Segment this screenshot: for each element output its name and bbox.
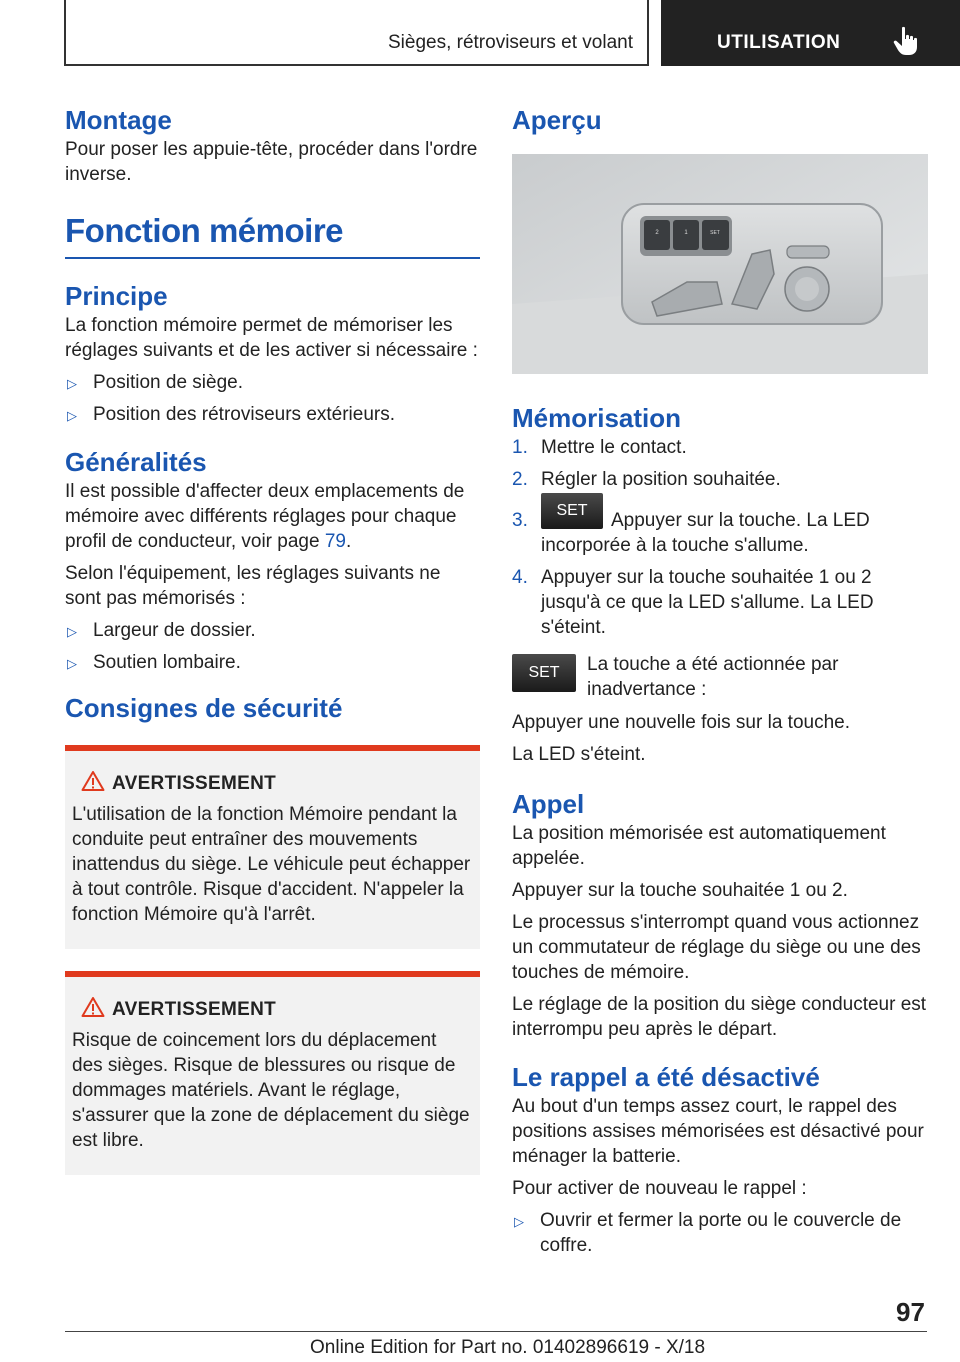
warning-title: AVERTISSEMENT — [72, 771, 472, 796]
list-item: 3. SET Appuyer sur la touche. La LED incorporée à la touche s'allume. — [512, 508, 928, 558]
montage-text: Pour poser les appuie-tête, procéder dans l'ordre inverse. — [65, 139, 478, 185]
seat-memory-buttons-photo — [512, 154, 928, 374]
note-text: La touche a été actionnée par inadvertance : — [587, 654, 839, 700]
triangle-bullet-icon: ▷ — [67, 656, 77, 671]
generalites-heading: Généralités — [65, 447, 207, 477]
memorisation-heading: Mémorisation — [512, 403, 682, 433]
apercu-heading: Aperçu — [512, 105, 602, 135]
appel-heading: Appel — [512, 789, 585, 819]
warning-box — [65, 745, 480, 949]
triangle-bullet-icon: ▷ — [67, 376, 77, 391]
list-item: ▷ Soutien lombaire. — [65, 650, 480, 675]
rappel-paragraph: Pour activer de nouveau le rappel : — [512, 1178, 807, 1199]
header-chapter-box — [661, 0, 960, 66]
appel-paragraph: Le réglage de la position du siège conducteur est interrompu peu après le départ. — [512, 994, 927, 1040]
right-column — [512, 105, 928, 1265]
header-section-title: Sièges, rétroviseurs et volant — [387, 32, 633, 53]
hand-pointer-icon — [893, 26, 919, 56]
rappel-heading: Le rappel a été désactivé — [512, 1062, 820, 1092]
header-section-box — [64, 0, 649, 66]
list-item: ▷ Largeur de dossier. — [65, 618, 480, 643]
principe-text: La fonction mémoire permet de mémoriser les réglages suivants et de les activer si nécessaire : — [65, 315, 478, 361]
triangle-bullet-icon: ▷ — [514, 1214, 524, 1229]
consignes-heading: Consignes de sécurité — [65, 693, 343, 723]
fonction-memoire-heading-block — [65, 211, 480, 259]
fonction-memoire-heading: Fonction mémoire — [65, 212, 344, 249]
warning-box — [65, 971, 480, 1175]
generalites-text: Il est possible d'affecter deux emplacements de mémoire avec différents réglages pour chaque profil de conducteur, voir page 79. — [65, 481, 465, 552]
page-link[interactable]: 79 — [324, 531, 346, 552]
inadvertent-note — [512, 652, 928, 704]
page-number: 97 — [896, 1297, 925, 1327]
memorisation-steps — [512, 435, 928, 640]
equipement-text: Selon l'équipement, les réglages suivants ne sont pas mémorisés : — [65, 563, 441, 609]
rappel-list — [512, 1208, 928, 1258]
list-item: 2. Régler la position souhaitée. — [512, 469, 781, 490]
appel-paragraph: Appuyer sur la touche souhaitée 1 ou 2. — [512, 880, 848, 901]
svg-text:1: 1 — [684, 230, 688, 236]
triangle-bullet-icon: ▷ — [67, 624, 77, 639]
warning-title: AVERTISSEMENT — [72, 997, 472, 1022]
list-item: ▷ Ouvrir et fermer la porte ou le couvercle de coffre. — [514, 1210, 902, 1256]
appel-paragraph: Le processus s'interrompt quand vous actionnez un commutateur de réglage du siège ou une des touches de mémoire. — [512, 912, 921, 983]
note-paragraph: Appuyer une nouvelle fois sur la touche. — [512, 712, 850, 733]
set-button-icon: SET — [541, 493, 603, 529]
list-item: ▷ Position des rétroviseurs extérieurs. — [65, 402, 480, 427]
warning-text: Risque de coincement lors du déplacement des sièges. Risque de blessures ou risque de dommages matériels. Avant le réglage, s'assurer que la zone de déplacement du siège est libre. — [72, 1030, 470, 1151]
montage-heading: Montage — [65, 105, 172, 135]
equipement-list — [65, 618, 480, 675]
principe-heading: Principe — [65, 281, 168, 311]
list-item: 1. Mettre le contact. — [512, 437, 687, 458]
header-chapter-title: UTILISATION — [717, 32, 841, 53]
principe-list — [65, 370, 480, 427]
footer-edition: Online Edition for Part no. 01402896619 - X/18 — [310, 1337, 706, 1358]
svg-text:SET: SET — [710, 230, 720, 236]
page-header — [0, 0, 960, 66]
footer-divider — [65, 1331, 927, 1332]
appel-paragraph: La position mémorisée est automatiquement appelée. — [512, 823, 886, 869]
note-paragraph: La LED s'éteint. — [512, 744, 646, 765]
triangle-bullet-icon: ▷ — [67, 408, 77, 423]
list-item: 4. Appuyer sur la touche souhaitée 1 ou 2 jusqu'à ce que la LED s'allume. La LED s'éteint. — [512, 567, 874, 638]
warning-triangle-icon — [81, 996, 105, 1018]
rappel-paragraph: Au bout d'un temps assez court, le rappel des positions assises mémorisées est désactivé pour ménager la batterie. — [512, 1096, 924, 1167]
warning-text: L'utilisation de la fonction Mémoire pendant la conduite peut entraîner des mouvements inattendus du siège. Le véhicule peut échapper à tout contrôle. Risque d'accident. N'appeler la fonction Mémoire qu'à l'arrêt. — [72, 804, 471, 925]
list-item: ▷ Position de siège. — [65, 370, 480, 395]
warning-triangle-icon — [81, 770, 105, 792]
left-column — [65, 105, 480, 1175]
set-button-icon: SET — [512, 654, 576, 692]
svg-text:2: 2 — [655, 230, 659, 236]
